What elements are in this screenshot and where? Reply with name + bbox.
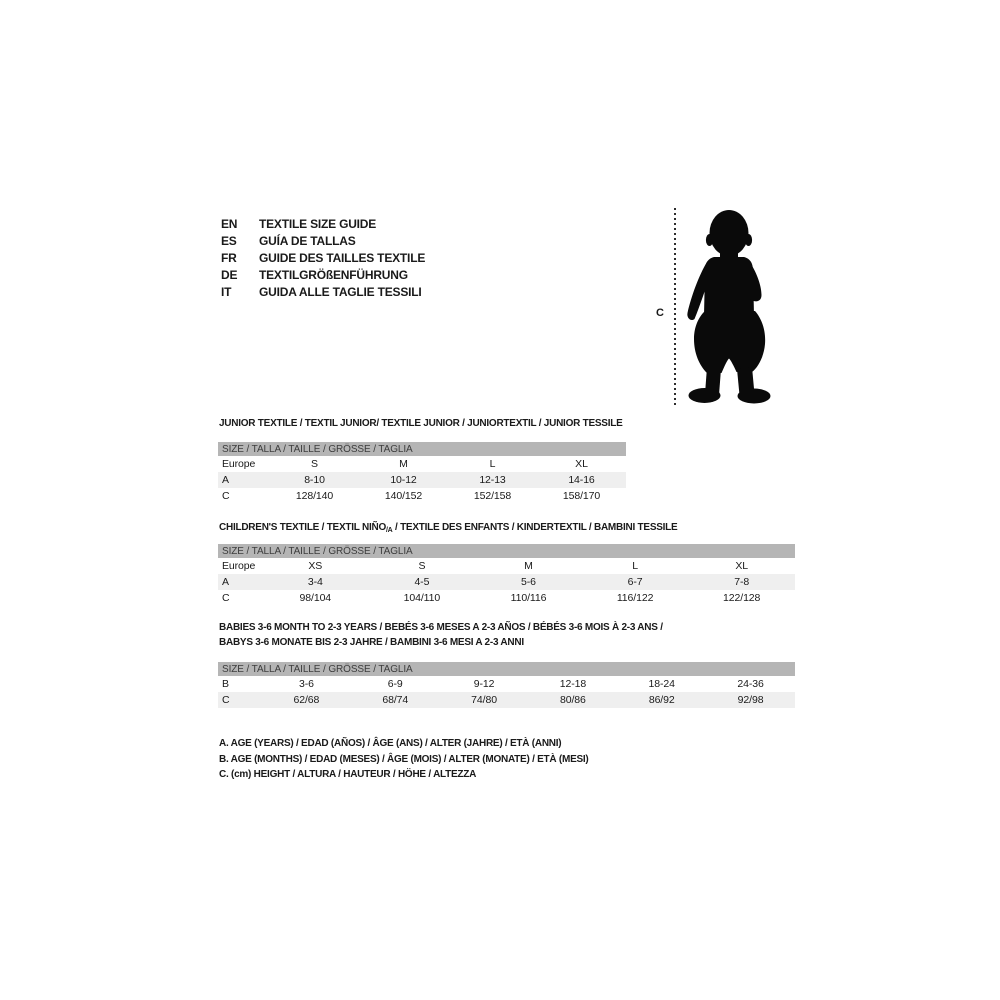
language-row (221, 216, 425, 233)
language-row (221, 284, 425, 301)
table-row-age (218, 574, 795, 590)
value-cell: 14-16 (568, 474, 595, 486)
language-row (221, 267, 425, 284)
size-header-bar: SIZE / TALLA / TAILLE / GRÖSSE / TAGLIA (218, 662, 795, 676)
language-code: IT (221, 285, 232, 299)
value-cell: 98/104 (299, 592, 332, 604)
value-cell: 86/92 (648, 694, 675, 706)
size-cell: M (399, 458, 408, 470)
babies-title-line2: BABYS 3-6 MONATE BIS 2-3 JAHRE / BAMBINI 3-6 MESI A 2-3 ANNI (219, 637, 524, 648)
table-row-age-months (218, 676, 795, 692)
value-cell: 110/116 (510, 592, 547, 604)
legend-line-c: C. (cm) HEIGHT / ALTURA / HAUTEUR / HÖHE / ALTEZZA (219, 769, 477, 780)
value-cell: 12-18 (559, 678, 587, 690)
value-cell: 4-5 (414, 576, 430, 588)
value-cell: 152/158 (473, 490, 512, 502)
language-code: ES (221, 234, 237, 248)
legend (219, 736, 589, 783)
language-row (221, 233, 425, 250)
language-title-list (221, 216, 425, 301)
size-cell: L (489, 458, 496, 470)
size-cell: M (524, 560, 533, 572)
table-row-height (218, 590, 795, 606)
size-cell: XL (575, 458, 588, 470)
value-cell: 158/170 (562, 490, 601, 502)
guide-title: GUÍA DE TALLAS (259, 234, 356, 248)
value-cell: 68/74 (382, 694, 409, 706)
size-cell: XL (735, 560, 748, 572)
row-label: C (222, 490, 230, 502)
size-cell: XS (308, 560, 323, 572)
value-cell: 116/122 (616, 592, 654, 604)
value-cell: 74/80 (471, 694, 497, 706)
value-cell: 5-6 (521, 576, 536, 588)
value-cell: 7-8 (734, 576, 750, 588)
value-cell: 104/110 (403, 592, 441, 604)
value-cell: 6-7 (627, 576, 643, 588)
row-label: Europe (222, 458, 256, 470)
value-cell: 3-4 (307, 576, 323, 588)
value-cell: 62/68 (293, 694, 320, 706)
size-header-bar: SIZE / TALLA / TAILLE / GRÖSSE / TAGLIA (218, 544, 795, 558)
legend-line-b: B. AGE (MONTHS) / EDAD (MESES) / ÂGE (MOIS) / ALTER (MONATE) / ETÀ (MESI) (219, 753, 589, 765)
babies-table (218, 662, 795, 708)
babies-table-title (219, 620, 663, 650)
guide-title: TEXTILGRÖßENFÜHRUNG (259, 268, 408, 282)
row-label: A (222, 576, 229, 588)
title-subscript: /A (385, 527, 393, 534)
value-cell: 122/128 (723, 592, 761, 604)
row-label: A (222, 474, 229, 486)
table-row-height (218, 692, 795, 708)
junior-table-title: JUNIOR TEXTILE / TEXTIL JUNIOR/ TEXTILE JUNIOR / JUNIORTEXTIL / JUNIOR TESSILE (219, 418, 623, 429)
guide-title: TEXTILE SIZE GUIDE (259, 217, 377, 231)
value-cell: 9-12 (473, 678, 495, 690)
table-row-height (218, 488, 626, 504)
value-cell: 6-9 (387, 678, 403, 690)
junior-table (218, 442, 626, 504)
row-label: B (222, 678, 229, 690)
table-row-europe (218, 456, 626, 472)
babies-title-line1: BABIES 3-6 MONTH TO 2-3 YEARS / BEBÉS 3-6 MESES A 2-3 AÑOS / BÉBÉS 3-6 MOIS À 2-3 ANS / (219, 622, 663, 633)
size-cell: L (632, 560, 638, 572)
value-cell: 80/86 (560, 694, 586, 706)
language-row (221, 250, 425, 267)
size-cell: S (311, 458, 318, 470)
toddler-silhouette (686, 207, 772, 404)
value-cell: 18-24 (648, 678, 675, 690)
children-table-title: CHILDREN'S TEXTILE / TEXTIL $NIÑO_{/A}$ / TEXTILE DES ENFANTS / KINDERTEXTIL / BAMBINI TESSILE (219, 522, 678, 534)
guide-title: GUIDA ALLE TAGLIE TESSILI (259, 285, 422, 299)
row-label: C (222, 592, 230, 604)
value-cell: 24-36 (737, 678, 764, 690)
table-row-europe (218, 558, 795, 574)
guide-title: GUIDE DES TAILLES TEXTILE (259, 251, 426, 265)
value-cell: 8-10 (304, 474, 325, 486)
row-label: C (222, 694, 230, 706)
value-cell: 92/98 (737, 694, 764, 706)
table-row-age (218, 472, 626, 488)
value-cell: 3-6 (298, 678, 314, 690)
children-table (218, 544, 795, 606)
value-cell: 10-12 (390, 474, 417, 486)
legend-line-a: A. AGE (YEARS) / EDAD (AÑOS) / ÂGE (ANS) / ALTER (JAHRE) / ETÀ (ANNI) (219, 738, 562, 749)
height-measure-dotted-line (674, 208, 676, 407)
size-cell: S (418, 560, 426, 572)
row-label: Europe (222, 560, 256, 572)
language-code: DE (221, 268, 238, 282)
size-header-bar: SIZE / TALLA / TAILLE / GRÖSSE / TAGLIA (218, 442, 626, 456)
height-label-c: C (656, 307, 664, 319)
value-cell: 12-13 (479, 474, 506, 486)
value-cell: 128/140 (295, 490, 334, 502)
value-cell: 140/152 (384, 490, 423, 502)
language-code: EN (221, 217, 238, 231)
language-code: FR (221, 251, 237, 265)
